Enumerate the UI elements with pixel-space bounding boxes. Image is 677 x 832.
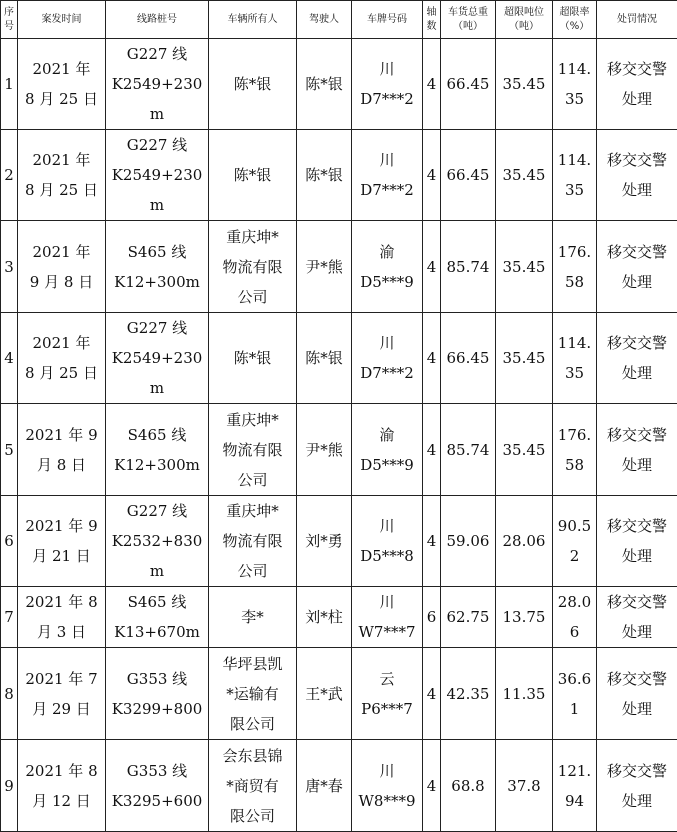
cell-serial-number: 8 xyxy=(1,648,18,740)
table-row xyxy=(1,221,677,313)
cell-driver: 陈*银 xyxy=(297,39,352,130)
cell-plate-number: 川 D5***8 xyxy=(352,496,423,587)
table-row xyxy=(1,740,677,832)
cell-overload-rate: 28.0 6 xyxy=(553,587,597,648)
cell-plate-number: 川 D7***2 xyxy=(352,130,423,221)
cell-penalty-status: 移交交警 处理 xyxy=(597,740,677,832)
cell-gross-weight: 42.35 xyxy=(441,648,496,740)
cell-plate-number: 云 P6***7 xyxy=(352,648,423,740)
cell-driver: 陈*银 xyxy=(297,313,352,404)
cell-overload-tonnage: 28.06 xyxy=(496,496,553,587)
cell-vehicle-owner: 重庆坤* 物流有限 公司 xyxy=(209,221,297,313)
cell-case-date: 2021 年 8 月 12 日 xyxy=(18,740,106,832)
cell-case-date: 2021 年 8 月 25 日 xyxy=(18,39,106,130)
cell-axle-count: 4 xyxy=(423,404,441,496)
cell-plate-number: 川 W8***9 xyxy=(352,740,423,832)
cell-serial-number: 2 xyxy=(1,130,18,221)
cell-axle-count: 4 xyxy=(423,39,441,130)
cell-case-date: 2021 年 8 月 25 日 xyxy=(18,130,106,221)
cell-vehicle-owner: 陈*银 xyxy=(209,313,297,404)
header-overload-tonnage: 超限吨位（吨） xyxy=(496,1,553,39)
cell-case-date: 2021 年 7 月 29 日 xyxy=(18,648,106,740)
cell-penalty-status: 移交交警 处理 xyxy=(597,130,677,221)
cell-axle-count: 4 xyxy=(423,221,441,313)
cell-route-milepost: G227 线 K2549+230m xyxy=(106,39,209,130)
cell-plate-number: 川 D7***2 xyxy=(352,313,423,404)
cell-plate-number: 渝 D5***9 xyxy=(352,404,423,496)
cell-vehicle-owner: 陈*银 xyxy=(209,130,297,221)
cell-gross-weight: 85.74 xyxy=(441,221,496,313)
cell-case-date: 2021 年 9 月 8 日 xyxy=(18,221,106,313)
cell-plate-number: 川 D7***2 xyxy=(352,39,423,130)
cell-route-milepost: S465 线 K12+300m xyxy=(106,221,209,313)
cell-driver: 陈*银 xyxy=(297,130,352,221)
header-serial-number: 序号 xyxy=(1,1,18,39)
cell-axle-count: 4 xyxy=(423,496,441,587)
cell-overload-rate: 176. 58 xyxy=(553,221,597,313)
cell-overload-tonnage: 13.75 xyxy=(496,587,553,648)
cell-driver: 尹*熊 xyxy=(297,221,352,313)
table-row xyxy=(1,130,677,221)
cell-route-milepost: G353 线 K3295+600 xyxy=(106,740,209,832)
cell-overload-rate: 121. 94 xyxy=(553,740,597,832)
cell-driver: 唐*春 xyxy=(297,740,352,832)
cell-driver: 尹*熊 xyxy=(297,404,352,496)
cell-axle-count: 6 xyxy=(423,587,441,648)
table-row xyxy=(1,39,677,130)
cell-penalty-status: 移交交警 处理 xyxy=(597,404,677,496)
header-case-date: 案发时间 xyxy=(18,1,106,39)
cell-case-date: 2021 年 9 月 8 日 xyxy=(18,404,106,496)
cell-overload-rate: 176. 58 xyxy=(553,404,597,496)
cell-gross-weight: 62.75 xyxy=(441,587,496,648)
cell-vehicle-owner: 华坪县凯 *运输有 限公司 xyxy=(209,648,297,740)
header-penalty-status: 处罚情况 xyxy=(597,1,677,39)
header-axle-count: 轴数 xyxy=(423,1,441,39)
cell-overload-tonnage: 11.35 xyxy=(496,648,553,740)
cell-overload-tonnage: 35.45 xyxy=(496,130,553,221)
cell-route-milepost: G227 线 K2532+830m xyxy=(106,496,209,587)
cell-plate-number: 渝 D5***9 xyxy=(352,221,423,313)
cell-gross-weight: 66.45 xyxy=(441,130,496,221)
cell-overload-tonnage: 35.45 xyxy=(496,404,553,496)
cell-serial-number: 1 xyxy=(1,39,18,130)
cell-vehicle-owner: 陈*银 xyxy=(209,39,297,130)
cell-plate-number: 川 W7***7 xyxy=(352,587,423,648)
cell-serial-number: 4 xyxy=(1,313,18,404)
cell-case-date: 2021 年 8 月 3 日 xyxy=(18,587,106,648)
header-gross-weight: 车货总重（吨） xyxy=(441,1,496,39)
cell-vehicle-owner: 会东县锦 *商贸有 限公司 xyxy=(209,740,297,832)
cell-penalty-status: 移交交警 处理 xyxy=(597,587,677,648)
cell-overload-tonnage: 35.45 xyxy=(496,39,553,130)
cell-route-milepost: S465 线 K12+300m xyxy=(106,404,209,496)
cell-serial-number: 7 xyxy=(1,587,18,648)
cell-case-date: 2021 年 8 月 25 日 xyxy=(18,313,106,404)
cell-overload-rate: 90.5 2 xyxy=(553,496,597,587)
cell-axle-count: 4 xyxy=(423,740,441,832)
cell-vehicle-owner: 重庆坤* 物流有限 公司 xyxy=(209,496,297,587)
cell-route-milepost: G227 线 K2549+230m xyxy=(106,130,209,221)
cell-vehicle-owner: 重庆坤* 物流有限 公司 xyxy=(209,404,297,496)
header-overload-rate: 超限率（%） xyxy=(553,1,597,39)
header-plate-number: 车牌号码 xyxy=(352,1,423,39)
cell-serial-number: 9 xyxy=(1,740,18,832)
cell-route-milepost: S465 线 K13+670m xyxy=(106,587,209,648)
cell-route-milepost: G227 线 K2549+230m xyxy=(106,313,209,404)
table-row xyxy=(1,648,677,740)
cell-penalty-status: 移交交警 处理 xyxy=(597,39,677,130)
header-route-milepost: 线路桩号 xyxy=(106,1,209,39)
cell-overload-rate: 114. 35 xyxy=(553,39,597,130)
cell-axle-count: 4 xyxy=(423,130,441,221)
header-driver: 驾驶人 xyxy=(297,1,352,39)
cell-penalty-status: 移交交警 处理 xyxy=(597,496,677,587)
cell-axle-count: 4 xyxy=(423,313,441,404)
cell-gross-weight: 59.06 xyxy=(441,496,496,587)
cell-penalty-status: 移交交警 处理 xyxy=(597,313,677,404)
cell-gross-weight: 66.45 xyxy=(441,313,496,404)
cell-driver: 刘*柱 xyxy=(297,587,352,648)
table-row xyxy=(1,587,677,648)
cell-overload-rate: 114. 35 xyxy=(553,130,597,221)
table-row xyxy=(1,313,677,404)
header-vehicle-owner: 车辆所有人 xyxy=(209,1,297,39)
cell-overload-rate: 114. 35 xyxy=(553,313,597,404)
cell-vehicle-owner: 李* xyxy=(209,587,297,648)
cell-serial-number: 3 xyxy=(1,221,18,313)
table-header-row xyxy=(1,1,677,39)
cell-route-milepost: G353 线 K3299+800 xyxy=(106,648,209,740)
cell-driver: 刘*勇 xyxy=(297,496,352,587)
cell-driver: 王*武 xyxy=(297,648,352,740)
cell-serial-number: 6 xyxy=(1,496,18,587)
cell-overload-rate: 36.6 1 xyxy=(553,648,597,740)
cell-case-date: 2021 年 9 月 21 日 xyxy=(18,496,106,587)
cell-overload-tonnage: 37.8 xyxy=(496,740,553,832)
cell-gross-weight: 68.8 xyxy=(441,740,496,832)
table-row xyxy=(1,404,677,496)
cell-axle-count: 4 xyxy=(423,648,441,740)
cell-overload-tonnage: 35.45 xyxy=(496,313,553,404)
cell-serial-number: 5 xyxy=(1,404,18,496)
table-row xyxy=(1,496,677,587)
cell-gross-weight: 85.74 xyxy=(441,404,496,496)
cell-overload-tonnage: 35.45 xyxy=(496,221,553,313)
cell-penalty-status: 移交交警 处理 xyxy=(597,221,677,313)
cell-gross-weight: 66.45 xyxy=(441,39,496,130)
cell-penalty-status: 移交交警 处理 xyxy=(597,648,677,740)
